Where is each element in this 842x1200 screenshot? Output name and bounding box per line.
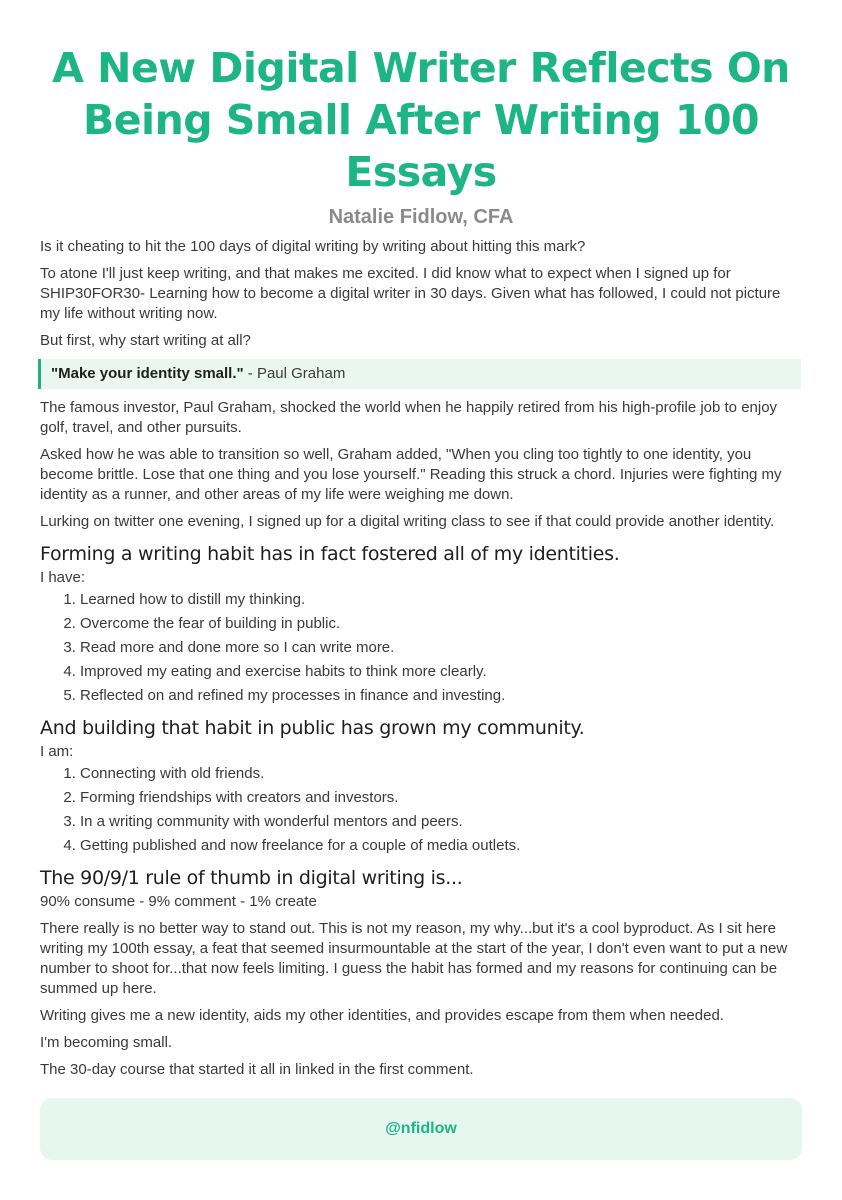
body-paragraph: 90% consume - 9% comment - 1% create <box>40 893 317 910</box>
list-item: 1. Learned how to distill my thinking. <box>80 590 802 610</box>
list-item: 4. Getting published and now freelance for a couple of media outlets. <box>80 836 802 856</box>
list-item: 1. Connecting with old friends. <box>80 764 802 784</box>
body-paragraph: The famous investor, Paul Graham, shocked the world when he happily retired from his high-profile job to enjoy golf, travel, and other pursuits. <box>40 399 778 436</box>
intro-paragraph: But first, why start writing at all? <box>40 332 251 349</box>
list-item: 3. In a writing community with wonderful mentors and peers. <box>80 812 802 832</box>
body-paragraph: Lurking on twitter one evening, I signed up for a digital writing class to see if that could provide another identity. <box>40 513 775 530</box>
intro-paragraph: Is it cheating to hit the 100 days of digital writing by writing about hitting this mark? <box>40 238 586 255</box>
list-item: 3. Read more and done more so I can write more. <box>80 638 802 658</box>
author-handle: @nfidlow <box>385 1120 457 1137</box>
section-heading: Forming a writing habit has in fact fostered all of my identities. <box>40 543 620 565</box>
quote-text: "Make your identity small." <box>51 365 244 382</box>
identities-list <box>40 590 802 706</box>
list-item: 2. Overcome the fear of building in public. <box>80 614 802 634</box>
intro-paragraph: To atone I'll just keep writing, and that makes me excited. I did know what to expect when I signed up for SHIP30FOR30- Learning how to become a digital writer in 30 days. Given what has followed, I could not picture my life without writing now. <box>40 265 781 322</box>
body-paragraph: Asked how he was able to transition so well, Graham added, "When you cling too tightly to one identity, you become brittle. Lose that one thing and you lose yourself." Reading this struck a chord. Injuries were fighting my identity as a runner, and other areas of my life were weighing me down. <box>40 446 782 503</box>
page-title: A New Digital Writer Reflects On Being Small After Writing 100 Essays <box>52 44 790 196</box>
section-heading: The 90/9/1 rule of thumb in digital writing is... <box>40 867 463 889</box>
body-paragraph: I'm becoming small. <box>40 1034 173 1051</box>
author-name: Natalie Fidlow, CFA <box>328 206 514 228</box>
blockquote <box>38 359 801 389</box>
body-paragraph: There really is no better way to stand out. This is not my reason, my why...but it's a cool byproduct. As I sit here writing my 100th essay, a feat that seemed insurmountable at the start of the year, I don't even want to put a new number to shoot for...that now feels limiting. I guess the habit has formed and my reasons for continuing can be summed up here. <box>40 920 788 997</box>
list-item: 4. Improved my eating and exercise habits to think more clearly. <box>80 662 802 682</box>
list-lead: I am: <box>40 743 74 760</box>
footer-handle-box <box>40 1098 802 1160</box>
body-paragraph: Writing gives me a new identity, aids my other identities, and provides escape from them when needed. <box>40 1007 724 1024</box>
list-item: 2. Forming friendships with creators and investors. <box>80 788 802 808</box>
list-lead: I have: <box>40 569 86 586</box>
section-heading: And building that habit in public has grown my community. <box>40 717 585 739</box>
body-paragraph: The 30-day course that started it all in linked in the first comment. <box>40 1061 474 1078</box>
quote-attribution: - Paul Graham <box>243 365 346 382</box>
list-item: 5. Reflected on and refined my processes in finance and investing. <box>80 686 802 706</box>
community-list <box>40 764 802 856</box>
